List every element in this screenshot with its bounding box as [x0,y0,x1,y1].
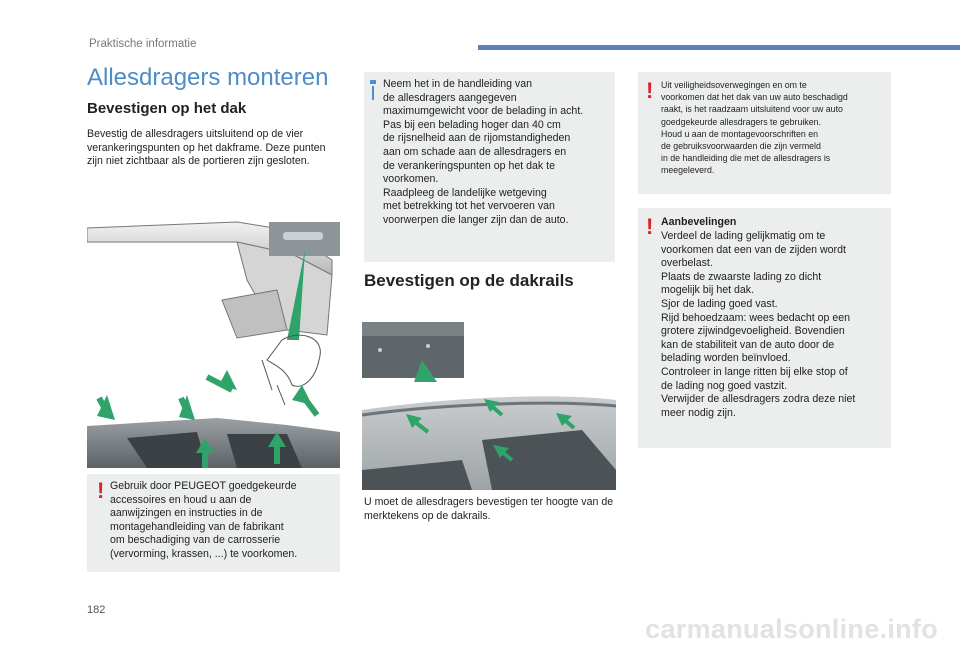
roof-heading: Bevestigen op het dak [87,100,247,117]
recommendations-box [638,208,891,448]
recommendations-title: Aanbevelingen [661,216,737,228]
header-accent-bar [478,45,960,50]
warning-box-safety [638,72,891,194]
roof-body-text: Bevestig de allesdragers uitsluitend op de vier verankeringspunten op het dakframe. Deze punten zijn niet zichtbaar als de portieren zijn gesloten. [87,128,326,168]
rails-illustration [362,320,616,490]
warning-icon: ! [97,478,105,503]
rails-caption: U moet de allesdragers bevestigen ter hoogte van de merktekens op de dakrails. [364,496,614,522]
page-title: Allesdragers monteren [87,64,329,91]
info-icon [370,80,376,84]
info-box-load [364,72,615,262]
warning-safety-text: Uit veiligheidsoverwegingen en om te voorkomen dat het dak van uw auto beschadigd raakt, is het raadzaam uitsluitend voor uw auto goedgekeurde allesdragers te gebruiken. Houd u aan de montagevoorschriften en de gebruiksvoorwaarden die zijn vermeld in de handleiding die met de allesdragers is meegeleverd. [661,80,848,176]
info-box-text: Neem het in de handleiding van de allesdragers aangegeven maximumgewicht voor de belading in acht. Pas bij een belading hoger dan 40 cm de rijsnelheid aan de rijomstandigheden aan om schade aan de allesdragers en de verankeringspunten op het dak te voorkomen. Raadpleeg de landelijke wetgeving met betrekking tot het vervoeren van voorwerpen die langer zijn dan de auto. [383,78,584,226]
warning-box-accessories [87,474,340,572]
rails-heading: Bevestigen op de dakrails [364,271,574,290]
roof-illustration [87,220,340,468]
watermark: carmanualsonline.info [645,614,938,644]
info-icon-stem [372,86,374,100]
warning-icon: ! [646,214,654,239]
page-number: 182 [87,604,106,616]
recommendations-text: Verdeel de lading gelijkmatig om te voorkomen dat een van de zijden wordt overbelast. Plaats de zwaarste lading zo dicht mogelijk bij het dak. Sjor de lading goed vast. Rijd behoedzaam: wees bedacht op een grotere zijwindgevoeligheid. Bovendien kan de stabiliteit van de auto door de belading worden beïnvloed. Controleer in lange ritten bij elke stop of de lading nog goed vastzit. Verwijder de allesdragers zodra deze niet meer nodig zijn. [661,230,856,419]
warning-accessories-text: Gebruik door PEUGEOT goedgekeurde accessoires en houd u aan de aanwijzingen en instructies in de montagehandleiding van de fabrikant om beschadiging van de carrosserie (vervorming, krassen, ...) te voorkomen. [110,480,298,560]
section-label: Praktische informatie [89,38,197,50]
warning-icon: ! [646,78,654,103]
